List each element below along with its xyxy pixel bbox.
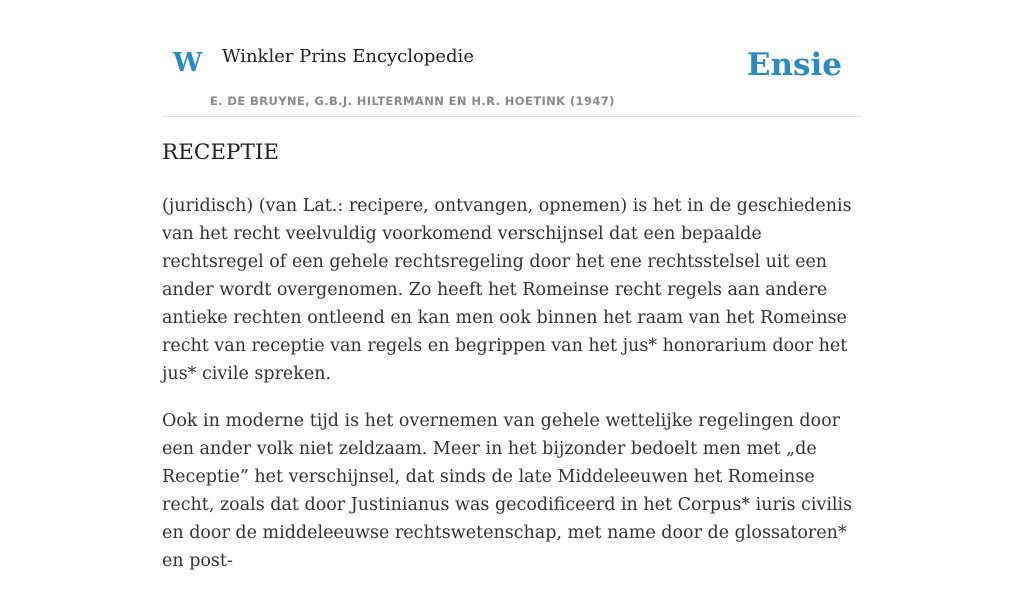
article-title: RECEPTIE <box>162 140 280 165</box>
winkler-prins-logo-icon[interactable]: W <box>173 48 203 78</box>
source-title[interactable]: Winkler Prins Encyclopedie <box>222 46 474 67</box>
source-header <box>162 0 862 117</box>
article-paragraph-1: (juridisch) (van Lat.: recipere, ontvangen, opnemen) is het in de geschiedenis van het recht veelvuldig voorkomend verschijnsel dat een bepaalde rechtsregel of een gehele rechtsregeling door het ene rechtsstelsel uit een ander wordt overgenomen. Zo heeft het Romeinse recht regels aan andere antieke rechten ontleend en kan men ook binnen het raam van het Romeinse recht van receptie van regels en begrippen van het jus* honorarium door het jus* civile spreken. <box>162 196 852 384</box>
source-authors: E. DE BRUYNE, G.B.J. HILTERMANN EN H.R. HOETINK (1947) <box>210 94 615 108</box>
article-paragraph-2: Ook in moderne tijd is het overnemen van gehele wettelijke regelingen door een ander volk niet zeldzaam. Meer in het bijzonder bedoelt men met „de Receptie” het verschijnsel, dat sinds de late Middeleeuwen het Romeinse recht, zoals dat door Justinianus was gecodificeerd in het Corpus* iuris civilis en door de middeleeuwse rechtswetenschap, met name door de glossatoren* en post- <box>162 411 853 571</box>
article-body <box>162 192 864 594</box>
ensie-logo[interactable]: Ensie <box>746 47 842 83</box>
